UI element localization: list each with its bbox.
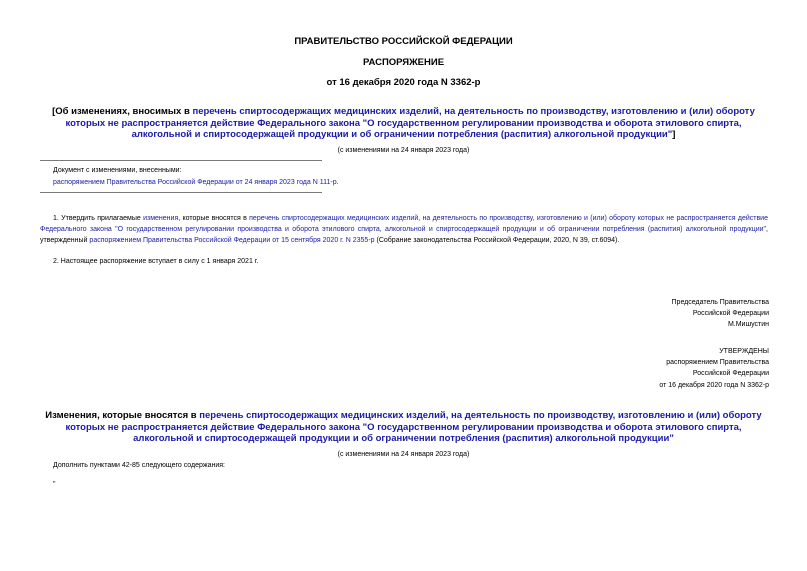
p1-text-b: , которые вносятся в bbox=[178, 215, 250, 222]
revision-note: (с изменениями на 24 января 2023 года) bbox=[337, 147, 470, 154]
document-title bbox=[40, 106, 767, 141]
paragraph-1 bbox=[40, 213, 768, 246]
changes-title bbox=[40, 410, 767, 445]
p1-text-a: 1. Утвердить прилагаемые bbox=[53, 215, 144, 222]
title-link[interactable]: перечень спиртосодержащих медицинских изделий, на деятельность по производству, изготовлению и (или) обороту которых не распространяется действие Федерального закона "О государственном регулировании производства и оборота этилового спирта, алкогольной и спиртосодержащей продукции и об ограничении потребления (распития) алкогольной продукции" bbox=[65, 106, 755, 140]
signature-block bbox=[672, 297, 769, 331]
signature-name: М.Мишустин bbox=[727, 321, 769, 329]
amendments-box bbox=[53, 165, 339, 188]
changes-title-prefix: Изменения, которые вносятся в bbox=[45, 410, 200, 421]
approval-heading: УТВЕРЖДЕНЫ bbox=[719, 348, 769, 355]
supplement-text: Дополнить пунктами 42-85 следующего содержания: bbox=[53, 462, 225, 469]
amendment-suffix: . bbox=[336, 178, 339, 186]
signature-country: Российской Федерации bbox=[692, 310, 769, 318]
approval-block bbox=[659, 346, 769, 391]
document-date-number: от 16 декабря 2020 года N 3362-р bbox=[326, 77, 481, 88]
order-2355-link[interactable]: распоряжением Правительства Российской Федерации от 15 сентября 2020 г. N 2355-р bbox=[89, 237, 375, 244]
title-prefix: [Об изменениях, вносимых в bbox=[52, 106, 193, 117]
approval-line-3: Российской Федерации bbox=[692, 370, 769, 378]
revision-note-2: (с изменениями на 24 января 2023 года) bbox=[337, 451, 470, 458]
title-suffix: ] bbox=[672, 129, 676, 140]
document-type: РАСПОРЯЖЕНИЕ bbox=[362, 57, 445, 68]
p1-text-d: (Собрание законодательства Российской Федерации, 2020, N 39, ст.6094). bbox=[374, 237, 620, 244]
amendments-heading: Документ с изменениями, внесенными: bbox=[53, 167, 182, 174]
changes-link[interactable]: изменения bbox=[143, 215, 179, 222]
approval-line-2: распоряжением Правительства bbox=[666, 359, 769, 367]
list-link[interactable]: перечень спиртосодержащих медицинских изделий, на деятельность по производству, изготовлению и (или) обороту которых не распространяется действие Федерального закона "О государственном регулировании производства и оборота этилового спирта, алкогольной и спиртосодержащей продукции и об ограничении потребления (распития) алкогольной продукции" bbox=[40, 215, 768, 233]
signature-position: Председатель Правительства bbox=[671, 299, 769, 306]
amendments-top-divider bbox=[40, 160, 322, 161]
amendment-link[interactable]: распоряжением Правительства Российской Федерации от 24 января 2023 года N 111-р bbox=[53, 178, 337, 186]
paragraph-2: 2. Настоящее распоряжение вступает в силу с 1 января 2021 г. bbox=[53, 258, 259, 265]
approval-date: от 16 декабря 2020 года N 3362-р bbox=[659, 381, 769, 389]
changes-title-link[interactable]: перечень спиртосодержащих медицинских изделий, на деятельность по производству, изготовлению и (или) обороту которых не распространяется действие Федерального закона "О государственном регулировании производства и оборота этилового спирта, алкогольной и спиртосодержащей продукции и об ограничении потребления (распития) алкогольной продукции" bbox=[65, 410, 762, 444]
amendments-bottom-divider bbox=[40, 192, 322, 193]
quote-mark: " bbox=[53, 481, 56, 488]
p1-text-c: , утвержденный bbox=[40, 226, 768, 244]
government-heading: ПРАВИТЕЛЬСТВО РОССИЙСКОЙ ФЕДЕРАЦИИ bbox=[294, 36, 513, 47]
